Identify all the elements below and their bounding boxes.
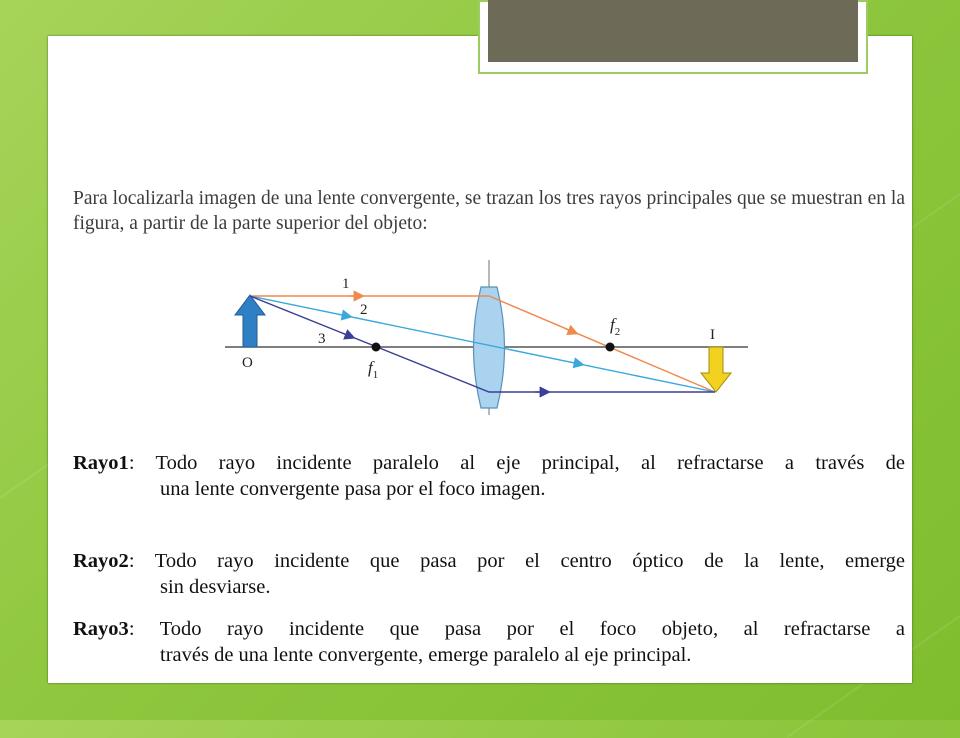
ray-3-text-line1: : Todo rayo incidente que pasa por el foco objeto, al refractarse a [128,618,905,640]
ray-2-text-line1: : Todo rayo incidente que pasa por el centro óptico de la lente, emerge [128,550,905,572]
ray-1-text-line2: una lente convergente pasa por el foco imagen. [160,478,546,500]
focus-2-point [606,343,615,352]
ray-3-label: 3 [318,331,326,347]
title-tab [488,0,858,62]
ray-1-description [73,450,905,502]
ray-2-title: Rayo2 [73,550,129,572]
lens-ray-diagram [200,255,760,415]
ray-1-title: Rayo1 [73,452,129,474]
ray-3-title: Rayo3 [73,618,129,640]
ray-1-text-line1: : Todo rayo incidente paralelo al eje principal, al refractarse a través de [128,452,905,474]
object-arrow-icon [235,295,265,347]
ray-2-description [73,548,905,600]
ray-3-text-line2: través de una lente convergente, emerge paralelo al eje principal. [160,644,692,666]
ray-3-arrow [342,333,353,337]
ray-3-description [73,616,905,668]
focus-2-label: $f_2$ [610,315,621,338]
image-label: I [710,327,715,343]
ray-2-arrow-refracted [570,362,582,365]
focus-1-point [372,343,381,352]
ray-2-arrow [338,314,350,316]
ray-1-label: 1 [342,276,350,292]
ray-1-arrow-refracted [565,329,576,334]
image-arrow-icon [701,347,731,392]
focus-1-label: $f_1$ [368,358,379,381]
object-label: O [242,355,253,371]
intro-paragraph: Para localizarla imagen de una lente convergente, se trazan los tres rayos principales que se muestran en la figura, a partir de la parte superior del objeto: [73,188,905,234]
ray-2-label: 2 [360,302,368,318]
ray-2-text-line2: sin desviarse. [160,576,271,598]
